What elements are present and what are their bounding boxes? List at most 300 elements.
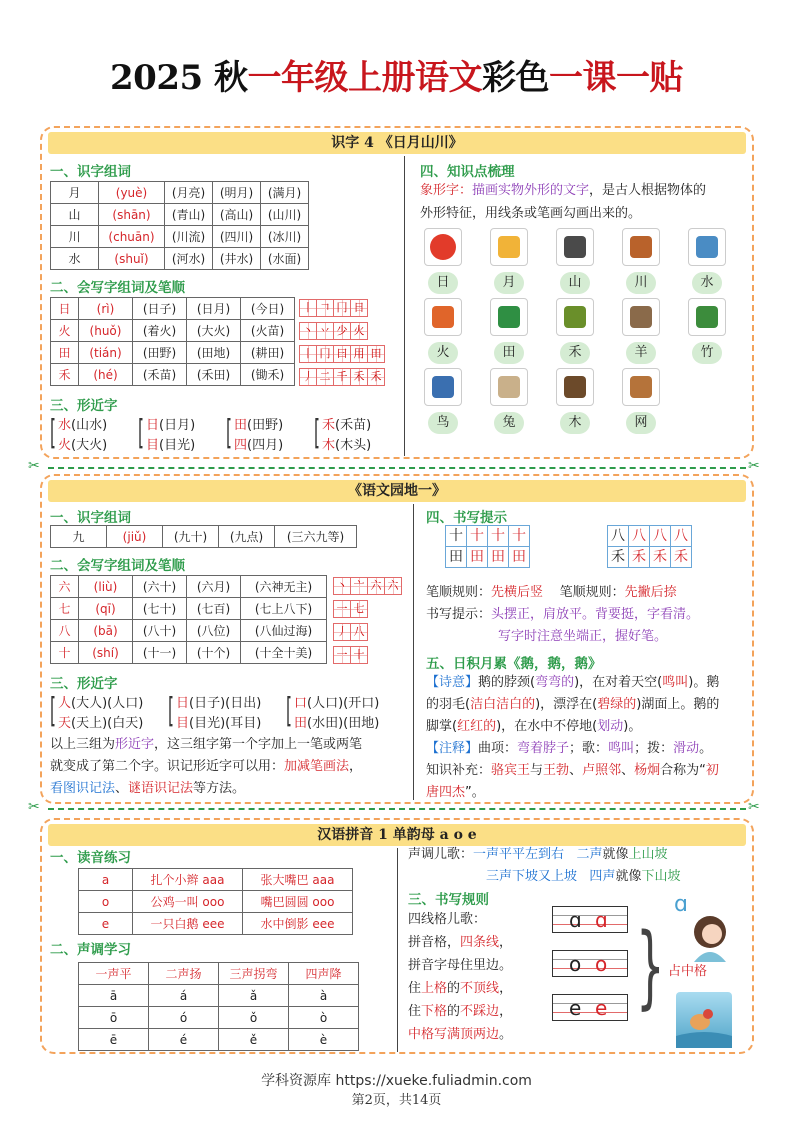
pair-word: (大人)(人口)	[71, 696, 144, 711]
table-cell: (大火)	[187, 320, 241, 342]
similar-characters	[50, 414, 400, 458]
stroke-grid	[300, 345, 385, 363]
pictograph-label: 田	[494, 342, 524, 364]
bracket-icon: [	[226, 413, 232, 453]
pictograph-0-icon	[428, 232, 458, 262]
table-cell: (月亮)	[165, 182, 213, 204]
table-cell: (chuān)	[99, 226, 165, 248]
table-cell: ě	[219, 1029, 289, 1051]
table-cell: (八位)	[187, 620, 241, 642]
table-cell: (满月)	[261, 182, 309, 204]
lesson-card-shizi4	[40, 126, 754, 459]
pair-line	[176, 712, 261, 735]
table-cell: (shuǐ)	[99, 248, 165, 270]
table-row	[79, 913, 353, 935]
stroke-cell: 少	[333, 322, 351, 340]
grid-cell: 十	[487, 525, 509, 547]
pictograph-label: 兔	[494, 412, 524, 434]
pictograph-13-icon	[626, 372, 656, 402]
tone-song: 声调儿歌：一声平平左到右 二声就像上山坡 三声下坡又上坡 四声就像下山坡	[408, 847, 681, 884]
pictograph-image	[490, 298, 528, 336]
pair-char: 木	[322, 438, 336, 453]
table-row	[51, 182, 309, 204]
pictograph-image	[424, 228, 462, 266]
pictograph-image	[424, 368, 462, 406]
table-cell: (七十)	[133, 598, 187, 620]
table-cell: (qī)	[79, 598, 133, 620]
writing-grid-left	[446, 526, 530, 568]
pictograph-4-icon	[692, 232, 722, 262]
section-title: 三、形近字	[50, 676, 118, 692]
pictograph-label: 火	[428, 342, 458, 364]
table-cell: 田	[51, 342, 79, 364]
table-cell: ó	[149, 1007, 219, 1029]
grid-cell: 禾	[649, 546, 671, 568]
letter-red: e	[595, 996, 608, 1020]
stroke-grid	[334, 577, 402, 595]
stroke-cell: 六	[367, 577, 385, 595]
section-title: 二、声调学习	[50, 942, 131, 958]
pictograph-image	[622, 368, 660, 406]
table-cell: (八仙过海)	[241, 620, 327, 642]
pictograph-3-icon	[626, 232, 656, 262]
pictograph-label: 羊	[626, 342, 656, 364]
table-cell: 扎个小辫 aaa	[133, 869, 243, 891]
table-cell: (青山)	[165, 204, 213, 226]
footer-page: 第2页，共14页	[351, 1093, 442, 1108]
stroke-grid	[334, 646, 368, 664]
table-row	[51, 204, 309, 226]
grid-row	[608, 547, 692, 568]
pair-word: (目光)(耳目)	[189, 716, 262, 731]
similar-char-explanation: 以上三组为形近字，这三组字第一个字加上一笔或两笔 就变成了第二个字。识记形近字可以用：加减笔画法， 看图识记法、谜语识记法等方法。	[50, 737, 363, 796]
scissors-icon: ✂	[28, 458, 40, 474]
section-title: 一、识字组词	[50, 510, 131, 526]
table-cell: 九	[51, 526, 107, 548]
table-cell: (明月)	[213, 182, 261, 204]
pictograph-8-icon	[626, 302, 656, 332]
stroke-cell: 冂	[316, 345, 334, 363]
table-row	[79, 869, 353, 891]
table-cell: (日月)	[187, 298, 241, 320]
table-cell: ò	[289, 1007, 359, 1029]
table-row	[79, 1029, 359, 1051]
pictograph-image	[688, 228, 726, 266]
table-cell: (田地)	[187, 342, 241, 364]
table-cell: 川	[51, 226, 99, 248]
stroke-cell: 八	[350, 623, 368, 641]
pair-char: 日	[176, 696, 190, 711]
grid-cell: 田	[466, 546, 488, 568]
table-cell: (shān)	[99, 204, 165, 226]
pictograph-label: 禾	[560, 342, 590, 364]
writing-grid-right	[608, 526, 692, 568]
stroke-cell: 亠	[350, 577, 368, 595]
stroke-cell: 丷	[316, 322, 334, 340]
stroke-cell: 田	[367, 345, 385, 363]
table-cell: (山川)	[261, 204, 309, 226]
table-row	[79, 985, 359, 1007]
card-header: 汉语拼音 1 单韵母 a o e	[48, 824, 746, 846]
grid-row	[608, 526, 692, 547]
table-cell: 山	[51, 204, 99, 226]
table-cell: (河水)	[165, 248, 213, 270]
grid-cell: 十	[445, 525, 467, 547]
four-line-grid	[552, 950, 628, 977]
table-cell: (jiǔ)	[107, 526, 163, 548]
stroke-cell: 丨	[299, 299, 317, 317]
grid-cell: 八	[628, 525, 650, 547]
table-row	[51, 320, 295, 342]
table-cell: á	[149, 985, 219, 1007]
knowledge-text: 象形字：描画实物外形的文字，是古人根据物体的 外形特征，用线条或笔画勾画出来的。	[420, 183, 707, 221]
table-cell: (火苗)	[241, 320, 295, 342]
pair-word: (田野)	[247, 418, 284, 433]
stroke-cell: 𠃍	[316, 299, 334, 317]
stroke-cell: 六	[384, 577, 402, 595]
scissors-icon: ✂	[28, 799, 40, 815]
pictograph-image	[556, 298, 594, 336]
stroke-grid	[334, 623, 368, 641]
table-row	[79, 891, 353, 913]
column-divider	[413, 504, 414, 800]
pictograph-image	[424, 298, 462, 336]
pictograph-label: 月	[494, 272, 524, 294]
grid-cell: 禾	[607, 546, 629, 568]
table-row	[51, 226, 309, 248]
scissors-icon: ✂	[748, 799, 760, 815]
table-row	[51, 526, 357, 548]
grid-cell: 八	[649, 525, 671, 547]
grid-cell: 田	[508, 546, 530, 568]
pair-char: 水	[58, 418, 72, 433]
table-cell: (六月)	[187, 576, 241, 598]
table-cell: (井水)	[213, 248, 261, 270]
stroke-cell: 禾	[367, 368, 385, 386]
similar-characters	[50, 692, 410, 736]
grid-cell: 十	[466, 525, 488, 547]
table-cell: 火	[51, 320, 79, 342]
bracket-icon: [	[314, 413, 320, 453]
pictograph-6-icon	[494, 302, 524, 332]
pair-char: 禾	[322, 418, 336, 433]
table-cell: 十	[51, 642, 79, 664]
table-cell: 水	[51, 248, 99, 270]
stroke-cell: 丶	[299, 322, 317, 340]
pair-word: (禾苗)	[335, 418, 372, 433]
table-row	[79, 963, 359, 985]
pair-char: 田	[294, 716, 308, 731]
writing-table	[50, 297, 295, 386]
table-cell: e	[79, 913, 133, 935]
table-row	[51, 364, 295, 386]
table-cell: (四川)	[213, 226, 261, 248]
table-cell: (耕田)	[241, 342, 295, 364]
table-cell: 三声拐弯	[219, 963, 289, 985]
pictograph-gallery	[420, 228, 750, 448]
pair-char: 目	[146, 438, 160, 453]
table-cell: (七百)	[187, 598, 241, 620]
table-cell: 禾	[51, 364, 79, 386]
grid-cell: 十	[508, 525, 530, 547]
table-row	[51, 298, 295, 320]
table-cell: (禾苗)	[133, 364, 187, 386]
stroke-cell: 二	[316, 368, 334, 386]
poem-notes: 【诗意】鹅的脖颈(弯弯的)，在对着天空(鸣叫)。鹅 的羽毛(洁白洁白的)，漂浮在(碧绿的)湖面上。鹅的 脚掌(红红的)，在水中不停地(划动)。 【注释】曲项：弯着脖子；歌：鸣叫；拨：滑动。 知识补充：骆宾王与王勃、卢照邻、杨炯合称为“初 唐四杰”。	[426, 675, 720, 800]
section-title: 一、读音练习	[50, 850, 131, 866]
stroke-cell: 丿	[333, 623, 351, 641]
writing-table	[50, 575, 327, 664]
grid-cell: 八	[607, 525, 629, 547]
letter-black: ɑ	[569, 908, 582, 932]
four-line-song: 四线格儿歌： 拼音格，四条线， 拼音字母住里边。 住上格的不顶线， 住下格的不踩边， 中格写满顶两边。	[408, 912, 513, 1042]
four-line-grid	[552, 994, 628, 1021]
table-cell: ō	[79, 1007, 149, 1029]
table-cell: ā	[79, 985, 149, 1007]
table-cell: (川流)	[165, 226, 213, 248]
stroke-cell: 十	[350, 646, 368, 664]
grid-cell: 田	[445, 546, 467, 568]
table-cell: (高山)	[213, 204, 261, 226]
stroke-cell: 七	[350, 600, 368, 618]
bracket-icon: [	[286, 691, 292, 731]
section-title: 三、形近字	[50, 398, 118, 414]
reading-table	[78, 868, 353, 935]
stroke-cell: 日	[350, 299, 368, 317]
table-cell: 张大嘴巴 aaa	[243, 869, 353, 891]
page-title: 2025 秋一年级上册语文彩色一课一贴	[110, 58, 683, 98]
brace-icon: }	[636, 914, 665, 1019]
pictograph-image	[490, 228, 528, 266]
pictograph-image	[490, 368, 528, 406]
table-cell: 六	[51, 576, 79, 598]
table-row	[51, 342, 295, 364]
pair-line	[58, 434, 107, 457]
bracket-icon: [	[50, 413, 56, 453]
bracket-icon: [	[168, 691, 174, 731]
stroke-cell: 千	[333, 368, 351, 386]
pictograph-label: 木	[560, 412, 590, 434]
grid-cell: 田	[487, 546, 509, 568]
card-header: 识字 4 《日月山川》	[48, 132, 746, 154]
footer-source: 学科资源库 https://xueke.fuliadmin.com	[261, 1073, 532, 1089]
grid-cell: 禾	[628, 546, 650, 568]
pictograph-12-icon	[560, 372, 590, 402]
stroke-cell: 丨	[299, 345, 317, 363]
pair-line	[234, 434, 283, 457]
pictograph-image	[556, 228, 594, 266]
stroke-cell: 一	[333, 600, 351, 618]
girl-illustration: ɑ	[674, 892, 736, 962]
pair-char: 口	[294, 696, 308, 711]
pictograph-label: 水	[692, 272, 722, 294]
pair-line	[294, 712, 379, 735]
table-cell: 公鸡一叫 ooo	[133, 891, 243, 913]
table-cell: (huǒ)	[79, 320, 133, 342]
stroke-cell: 火	[350, 322, 368, 340]
stroke-cell: 冂	[333, 299, 351, 317]
table-cell: (liù)	[79, 576, 133, 598]
letter-black: e	[569, 996, 582, 1020]
table-row	[51, 248, 309, 270]
table-cell: 八	[51, 620, 79, 642]
bracket-icon: [	[138, 413, 144, 453]
section-title: 四、知识点梳理	[420, 164, 515, 180]
table-cell: ǒ	[219, 1007, 289, 1029]
table-cell: (六十)	[133, 576, 187, 598]
table-cell: (禾田)	[187, 364, 241, 386]
table-cell: (田野)	[133, 342, 187, 364]
letter-black: o	[569, 952, 582, 976]
table-cell: 二声扬	[149, 963, 219, 985]
table-cell: o	[79, 891, 133, 913]
section-title: 一、识字组词	[50, 164, 131, 180]
pair-char: 目	[176, 716, 190, 731]
section-title: 二、会写字组词及笔顺	[50, 280, 185, 296]
grid-cell: 八	[670, 525, 692, 547]
stroke-cell: 一	[333, 646, 351, 664]
column-divider	[397, 848, 398, 1052]
pair-word: (日月)	[159, 418, 196, 433]
pictograph-image	[622, 228, 660, 266]
pair-word: (四月)	[247, 438, 284, 453]
pair-char: 火	[58, 438, 72, 453]
stroke-grid	[300, 299, 368, 317]
pictograph-5-icon	[428, 302, 458, 332]
pair-word: (日子)(日出)	[189, 696, 262, 711]
pictograph-2-icon	[560, 232, 590, 262]
table-cell: (shí)	[79, 642, 133, 664]
scissors-icon: ✂	[748, 458, 760, 474]
section-title: 五、日积月累《鹅，鹅，鹅》	[426, 656, 602, 672]
table-cell: ǎ	[219, 985, 289, 1007]
rooster-illustration	[676, 992, 732, 1048]
section-title: 四、书写提示	[426, 510, 507, 526]
writing-rules: 笔顺规则：先横后竖 笔顺规则：先撇后捺 书写提示：头摆正，肩放平。背要挺，字看清。 写字时注意坐端正，握好笔。	[426, 585, 700, 644]
lesson-card-pinyin1	[40, 818, 754, 1054]
pair-char: 日	[146, 418, 160, 433]
table-cell: à	[289, 985, 359, 1007]
stroke-cell: 丶	[333, 577, 351, 595]
table-cell: a	[79, 869, 133, 891]
column-divider	[404, 156, 405, 456]
table-cell: 日	[51, 298, 79, 320]
table-cell: 一只白鹅 eee	[133, 913, 243, 935]
pictograph-label: 网	[626, 412, 656, 434]
table-cell: 月	[51, 182, 99, 204]
table-cell: (tián)	[79, 342, 133, 364]
lesson-card-yuwenyuandi	[40, 474, 754, 804]
table-cell: é	[149, 1029, 219, 1051]
table-cell: (rì)	[79, 298, 133, 320]
stroke-cell: 用	[350, 345, 368, 363]
table-row	[51, 642, 327, 664]
pair-line	[322, 434, 371, 457]
pictograph-image	[556, 368, 594, 406]
grid-cell: 禾	[670, 546, 692, 568]
pictograph-label: 鸟	[428, 412, 458, 434]
table-cell: 水中倒影 eee	[243, 913, 353, 935]
pictograph-7-icon	[560, 302, 590, 332]
table-row	[51, 620, 327, 642]
grid-row	[446, 547, 530, 568]
table-cell: 一声平	[79, 963, 149, 985]
pair-line	[58, 712, 143, 735]
four-line-grid	[552, 906, 628, 933]
table-cell: (水面)	[261, 248, 309, 270]
pair-char: 人	[58, 696, 72, 711]
cut-line	[48, 808, 746, 810]
pair-word: (山水)	[71, 418, 108, 433]
table-cell: (七上八下)	[241, 598, 327, 620]
stroke-grid	[300, 368, 385, 386]
card-header: 《语文园地一》	[48, 480, 746, 502]
table-cell: (hé)	[79, 364, 133, 386]
pictograph-label: 竹	[692, 342, 722, 364]
pair-word: (人口)(开口)	[307, 696, 380, 711]
tone-table	[78, 962, 359, 1051]
table-cell: (九十)	[163, 526, 219, 548]
pictograph-image	[622, 298, 660, 336]
pair-word: (木头)	[335, 438, 372, 453]
word-table	[50, 525, 357, 548]
section-title: 三、书写规则	[408, 892, 489, 908]
stroke-cell: 禾	[350, 368, 368, 386]
four-line-grids	[552, 906, 642, 1036]
bracket-icon: [	[50, 691, 56, 731]
pictograph-image	[688, 298, 726, 336]
table-cell: (yuè)	[99, 182, 165, 204]
pair-char: 四	[234, 438, 248, 453]
table-cell: (十全十美)	[241, 642, 327, 664]
grid-row	[446, 526, 530, 547]
table-cell: (冰川)	[261, 226, 309, 248]
table-row	[51, 576, 327, 598]
pair-char: 天	[58, 716, 72, 731]
table-cell: (锄禾)	[241, 364, 295, 386]
table-cell: (九点)	[219, 526, 275, 548]
pair-word: (大火)	[71, 438, 108, 453]
pair-word: (天上)(白天)	[71, 716, 144, 731]
table-cell: (十一)	[133, 642, 187, 664]
pictograph-1-icon	[494, 232, 524, 262]
table-cell: (十个)	[187, 642, 241, 664]
pictograph-label: 山	[560, 272, 590, 294]
table-row	[51, 598, 327, 620]
table-cell: (六神无主)	[241, 576, 327, 598]
pictograph-11-icon	[494, 372, 524, 402]
table-cell: ē	[79, 1029, 149, 1051]
pair-word: (目光)	[159, 438, 196, 453]
stroke-cell: 丿	[299, 368, 317, 386]
pictograph-10-icon	[428, 372, 458, 402]
middle-grid-label: 占中格	[668, 964, 708, 979]
table-cell: (日子)	[133, 298, 187, 320]
table-row	[79, 1007, 359, 1029]
table-cell: (着火)	[133, 320, 187, 342]
table-cell: 七	[51, 598, 79, 620]
pair-word: (水田)(田地)	[307, 716, 380, 731]
pair-char: 田	[234, 418, 248, 433]
table-cell: 嘴巴圆圆 ooo	[243, 891, 353, 913]
pictograph-label: 川	[626, 272, 656, 294]
letter-red: o	[595, 952, 608, 976]
table-cell: (八十)	[133, 620, 187, 642]
stroke-grid	[334, 600, 368, 618]
table-cell: (bā)	[79, 620, 133, 642]
pictograph-9-icon	[692, 302, 722, 332]
pictograph-label: 日	[428, 272, 458, 294]
